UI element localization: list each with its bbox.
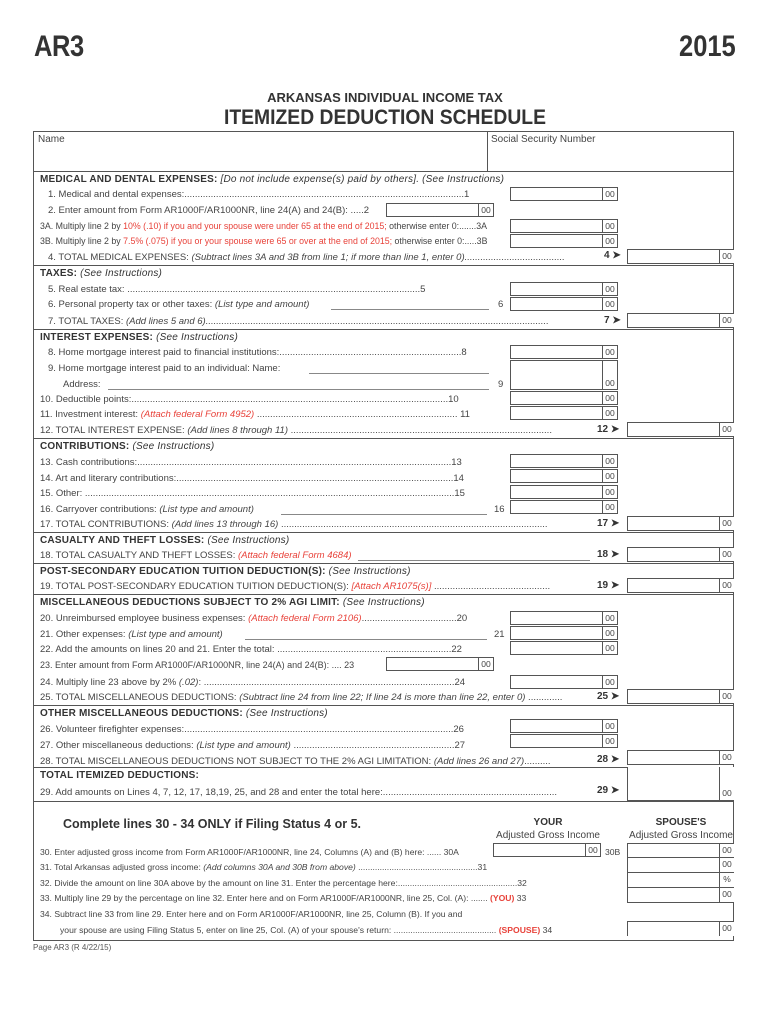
divider [33, 532, 734, 533]
line-12-label: 12. TOTAL INTEREST EXPENSE: (Add lines 8 through 11) ................................................................................................... [40, 425, 552, 436]
cents-label: 00 [719, 888, 734, 902]
line-17-total-input[interactable] [627, 516, 734, 531]
line-3b-input[interactable] [510, 234, 618, 248]
line-34-label: 34. Subtract line 33 from line 29. Enter here and on Form AR1000F/AR1000NR, line 25, Column (B). If you and [40, 909, 463, 919]
line-17-label: 17. TOTAL CONTRIBUTIONS: (Add lines 13 through 16) ..................................................................................................... [40, 519, 548, 530]
agency-title: ARKANSAS INDIVIDUAL INCOME TAX [267, 90, 503, 105]
cents-label: 00 [719, 844, 734, 857]
cents-label: 00 [478, 658, 493, 670]
arrow-icon: ➤ [612, 315, 621, 326]
line-11-input[interactable] [510, 406, 618, 420]
line-11-label: 11. Investment interest: (Attach federal Form 4952) ............................................................................ 11 [40, 409, 470, 420]
cents-label: 00 [602, 283, 617, 295]
line-24-input[interactable] [510, 675, 618, 689]
line-8-input[interactable] [510, 345, 618, 359]
arrow-icon: ➤ [610, 754, 620, 765]
line-31-input[interactable] [627, 858, 734, 873]
line-26-label: 26. Volunteer firefighter expenses:......................................................................................................26 [40, 724, 464, 735]
line-9-name-write-in[interactable] [309, 373, 489, 374]
your-agi-subheading: Adjusted Gross Income [496, 830, 600, 841]
spouse-agi-heading: SPOUSE'S [655, 817, 707, 828]
line-21-input[interactable] [510, 626, 618, 640]
line-6-number: 6 [498, 299, 504, 310]
ssn-label: Social Security Number [491, 134, 596, 145]
line-29-number: 29 ➤ [597, 785, 620, 796]
spouse-agi-subheading: Adjusted Gross Income [629, 830, 733, 841]
cents-label: 00 [719, 314, 734, 327]
line-25-number: 25 ➤ [597, 691, 620, 702]
line-15-label: 15. Other: ............................................................................................................................................15 [40, 488, 465, 499]
form-year: 2015 [679, 30, 736, 63]
percent-label: % [719, 873, 734, 887]
line-12-number: 12 ➤ [597, 424, 620, 435]
arrow-icon: ➤ [612, 250, 621, 261]
page-footer: Page AR3 (R 4/22/15) [33, 943, 112, 952]
line-18-label: 18. TOTAL CASUALTY AND THEFT LOSSES: (Attach federal Form 4684) [40, 550, 352, 561]
line-12-total-input[interactable] [627, 422, 734, 437]
line-16-write-in[interactable] [281, 514, 487, 515]
section-casualty-title: CASUALTY AND THEFT LOSSES: (See Instructions) [40, 535, 290, 546]
line-33-label: 33. Multiply line 29 by the percentage on line 32. Enter here and on Form AR1000F/AR1000NR, line 25, Col. (A): ....... (YOU) 33 [40, 893, 527, 903]
line-1-label: 1. Medical and dental expenses:..........................................................................................................1 [48, 189, 470, 200]
cents-label: 00 [602, 455, 617, 467]
line-30b-number: 30B [605, 847, 621, 857]
line-18-total-input[interactable] [627, 547, 734, 562]
cents-label: 00 [602, 392, 617, 404]
line-17-number: 17 ➤ [597, 518, 620, 529]
line-26-input[interactable] [510, 719, 618, 733]
line-29-label: 29. Add amounts on Lines 4, 7, 12, 17, 18,19, 25, and 28 and enter the total here:.................................................................. [40, 787, 557, 798]
divider [33, 594, 734, 595]
cents-label: 00 [719, 517, 734, 530]
line-9-number: 9 [498, 379, 504, 390]
cents-label: 00 [719, 922, 734, 936]
line-3b-label: 3B. Multiply line 2 by 7.5% (.075) if you or your spouse were 65 or over at the end of 2015; otherwise enter 0:.....3B [40, 236, 488, 246]
arrow-icon: ➤ [610, 580, 620, 591]
cents-label: 00 [602, 612, 617, 624]
cents-label: 00 [719, 423, 734, 436]
line-13-label: 13. Cash contributions:.......................................................................................................................13 [40, 457, 462, 468]
line-4-label: 4. TOTAL MEDICAL EXPENSES: (Subtract lines 3A and 3B from line 1; if more than line 1, enter 0)...................................... [48, 252, 565, 263]
cents-label: 00 [602, 486, 617, 498]
section-interest-title: INTEREST EXPENSES: (See Instructions) [40, 332, 239, 343]
line-2-input[interactable] [386, 203, 494, 217]
divider [33, 171, 734, 172]
name-ssn-divider [487, 131, 488, 171]
line-6-input[interactable] [510, 297, 618, 311]
line-22-input[interactable] [510, 641, 618, 655]
line-28-number: 28 ➤ [597, 754, 620, 765]
arrow-icon: ➤ [610, 691, 620, 702]
line-22-label: 22. Add the amounts on lines 20 and 21. Enter the total: ..................................................................22 [40, 644, 462, 655]
line-29-total-input[interactable] [627, 767, 734, 801]
line-25-total-input[interactable] [627, 689, 734, 704]
line-30b-input[interactable] [627, 843, 734, 858]
line-16-number: 16 [494, 504, 505, 515]
line-7-number: 7 ➤ [604, 315, 621, 326]
line-16-label: 16. Carryover contributions: (List type and amount) [40, 504, 254, 515]
line-32-label: 32. Divide the amount on line 30A above by the amount on line 31. Enter the percentage here:..................................................32 [40, 878, 527, 888]
section-medical-title: MEDICAL AND DENTAL EXPENSES: [Do not include expense(s) paid by others]. (See Instructions) [40, 174, 505, 185]
name-field[interactable] [38, 148, 486, 170]
line-1-input[interactable] [510, 187, 618, 201]
cents-label: 00 [602, 501, 617, 513]
line-8-label: 8. Home mortgage interest paid to financial institutions:.....................................................................8 [48, 347, 467, 358]
arrow-icon: ➤ [610, 518, 620, 529]
cents-label: 00 [719, 548, 734, 561]
cents-label: 00 [719, 751, 734, 764]
line-15-input[interactable] [510, 485, 618, 499]
line-9-input[interactable] [510, 360, 618, 390]
line-20-label: 20. Unreimbursed employee business expenses: (Attach federal Form 2106)....................................20 [40, 613, 468, 624]
line-7-label: 7. TOTAL TAXES: (Add lines 5 and 6).................................................................................................................................. [48, 316, 549, 327]
cents-label: 00 [602, 188, 617, 200]
cents-label: 00 [602, 735, 617, 747]
line-24-label: 24. Multiply line 23 above by 2% (.02): ...............................................................................................24 [40, 677, 466, 688]
section-taxes-title: TAXES: (See Instructions) [40, 268, 163, 279]
line-10-label: 10. Deductible points:........................................................................................................................10 [40, 394, 459, 405]
cents-label: 00 [602, 235, 617, 247]
arrow-icon: ➤ [610, 424, 620, 435]
line-23-label: 23. Enter amount from Form AR1000F/AR1000NR, line 24(A) and 24(B): .... 23 [40, 660, 355, 670]
section-other-misc-title: OTHER MISCELLANEOUS DEDUCTIONS: (See Instructions) [40, 708, 328, 719]
line-32-input[interactable] [627, 873, 734, 888]
arrow-icon: ➤ [610, 549, 620, 560]
line-28-total-input[interactable] [627, 750, 734, 765]
cents-label: 00 [602, 361, 617, 389]
line-9-address-label: Address: [63, 379, 101, 390]
line-19-number: 19 ➤ [597, 580, 620, 591]
divider [33, 438, 734, 439]
divider [33, 563, 734, 564]
line-31-label: 31. Total Arkansas adjusted gross income: (Add columns 30A and 30B from above) ..................................................31 [40, 862, 488, 872]
line-14-input[interactable] [510, 469, 618, 483]
divider [33, 329, 734, 330]
cents-label: 00 [585, 844, 600, 856]
line-30-label: 30. Enter adjusted gross income from Form AR1000F/AR1000NR, line 24, Columns (A) and (B) here: ...... 30A [40, 847, 459, 857]
cents-label: 00 [602, 720, 617, 732]
line-16-input[interactable] [510, 500, 618, 514]
line-18-number: 18 ➤ [597, 549, 620, 560]
cents-label: 00 [719, 858, 734, 872]
line-18-write-in[interactable] [358, 560, 590, 561]
cents-label: 00 [602, 676, 617, 688]
line-34-label-cont: your spouse are using Filing Status 5, enter on line 25, Col. (A) of your spouse's return: ........................................... (SPOUSE) 34 [60, 925, 553, 935]
line-21-write-in[interactable] [245, 639, 487, 640]
form-id: AR3 [34, 30, 84, 63]
line-9-address-write-in[interactable] [108, 389, 489, 390]
line-34-input[interactable] [627, 921, 734, 936]
cents-label: 00 [602, 407, 617, 419]
line-7-total-input[interactable] [627, 313, 734, 328]
divider [33, 801, 734, 802]
line-33-input[interactable] [627, 888, 734, 903]
section-misc-2pct-title: MISCELLANEOUS DEDUCTIONS SUBJECT TO 2% AGI LIMIT: (See Instructions) [40, 597, 425, 608]
line-23-input[interactable] [386, 657, 494, 671]
arrow-icon: ➤ [610, 785, 620, 796]
section-contributions-title: CONTRIBUTIONS: (See Instructions) [40, 441, 215, 452]
line-27-input[interactable] [510, 734, 618, 748]
line-4-total-input[interactable] [627, 249, 734, 264]
your-agi-heading: YOUR [533, 817, 563, 828]
line-28-label: 28. TOTAL MISCELLANEOUS DEDUCTIONS NOT SUBJECT TO THE 2% AGI LIMITATION: (Add lines 26 and 27).......... [40, 756, 551, 767]
cents-label: 00 [719, 250, 734, 263]
divider [33, 705, 734, 706]
line-6-write-in[interactable] [331, 309, 489, 310]
line-27-label: 27. Other miscellaneous deductions: (List type and amount) .............................................................27 [40, 740, 466, 751]
line-9-label: 9. Home mortgage interest paid to an individual: Name: [48, 363, 281, 374]
divider [33, 265, 734, 266]
cents-label: 00 [602, 298, 617, 310]
schedule-title: ITEMIZED DEDUCTION SCHEDULE [223, 106, 547, 129]
line-5-label: 5. Real estate tax: ...............................................................................................................5 [48, 284, 426, 295]
line-14-label: 14. Art and literary contributions:.........................................................................................................14 [40, 473, 464, 484]
cents-label: 00 [602, 642, 617, 654]
section-total-title: TOTAL ITEMIZED DEDUCTIONS: [40, 770, 200, 781]
cents-label: 00 [719, 690, 734, 703]
cents-label: 00 [602, 470, 617, 482]
line-3a-input[interactable] [510, 219, 618, 233]
line-21-number: 21 [494, 629, 505, 640]
cents-label: 00 [602, 627, 617, 639]
line-25-label: 25. TOTAL MISCELLANEOUS DEDUCTIONS: (Subtract line 24 from line 22; If line 24 is more than line 22, enter 0) ............. [40, 692, 563, 703]
cents-label: 00 [602, 220, 617, 232]
ssn-field[interactable] [491, 148, 733, 170]
line-10-input[interactable] [510, 391, 618, 405]
line-19-total-input[interactable] [627, 578, 734, 593]
line-21-label: 21. Other expenses: (List type and amount) [40, 629, 223, 640]
cents-label: 00 [719, 579, 734, 592]
line-13-input[interactable] [510, 454, 618, 468]
line-30a-input[interactable] [493, 843, 601, 857]
line-20-input[interactable] [510, 611, 618, 625]
cents-label: 00 [719, 767, 734, 800]
name-label: Name [38, 134, 65, 145]
cents-label: 00 [602, 346, 617, 358]
section-tuition-title: POST-SECONDARY EDUCATION TUITION DEDUCTION(S): (See Instructions) [40, 566, 411, 577]
line-6-label: 6. Personal property tax or other taxes: (List type and amount) [48, 299, 310, 310]
line-2-label: 2. Enter amount from Form AR1000F/AR1000NR, line 24(A) and 24(B): .....2 [48, 205, 370, 216]
line-3a-label: 3A. Multiply line 2 by 10% (.10) if you and your spouse were under 65 at the end of 2015; otherwise enter 0:.......3A [40, 221, 487, 231]
filing-status-instruction: Complete lines 30 - 34 ONLY if Filing Status 4 or 5. [63, 817, 361, 831]
line-5-input[interactable] [510, 282, 618, 296]
cents-label: 00 [478, 204, 493, 216]
line-4-number: 4 ➤ [604, 250, 621, 261]
line-19-label: 19. TOTAL POST-SECONDARY EDUCATION TUITION DEDUCTION(S): [Attach AR1075(s)] ............................................ [40, 581, 551, 592]
